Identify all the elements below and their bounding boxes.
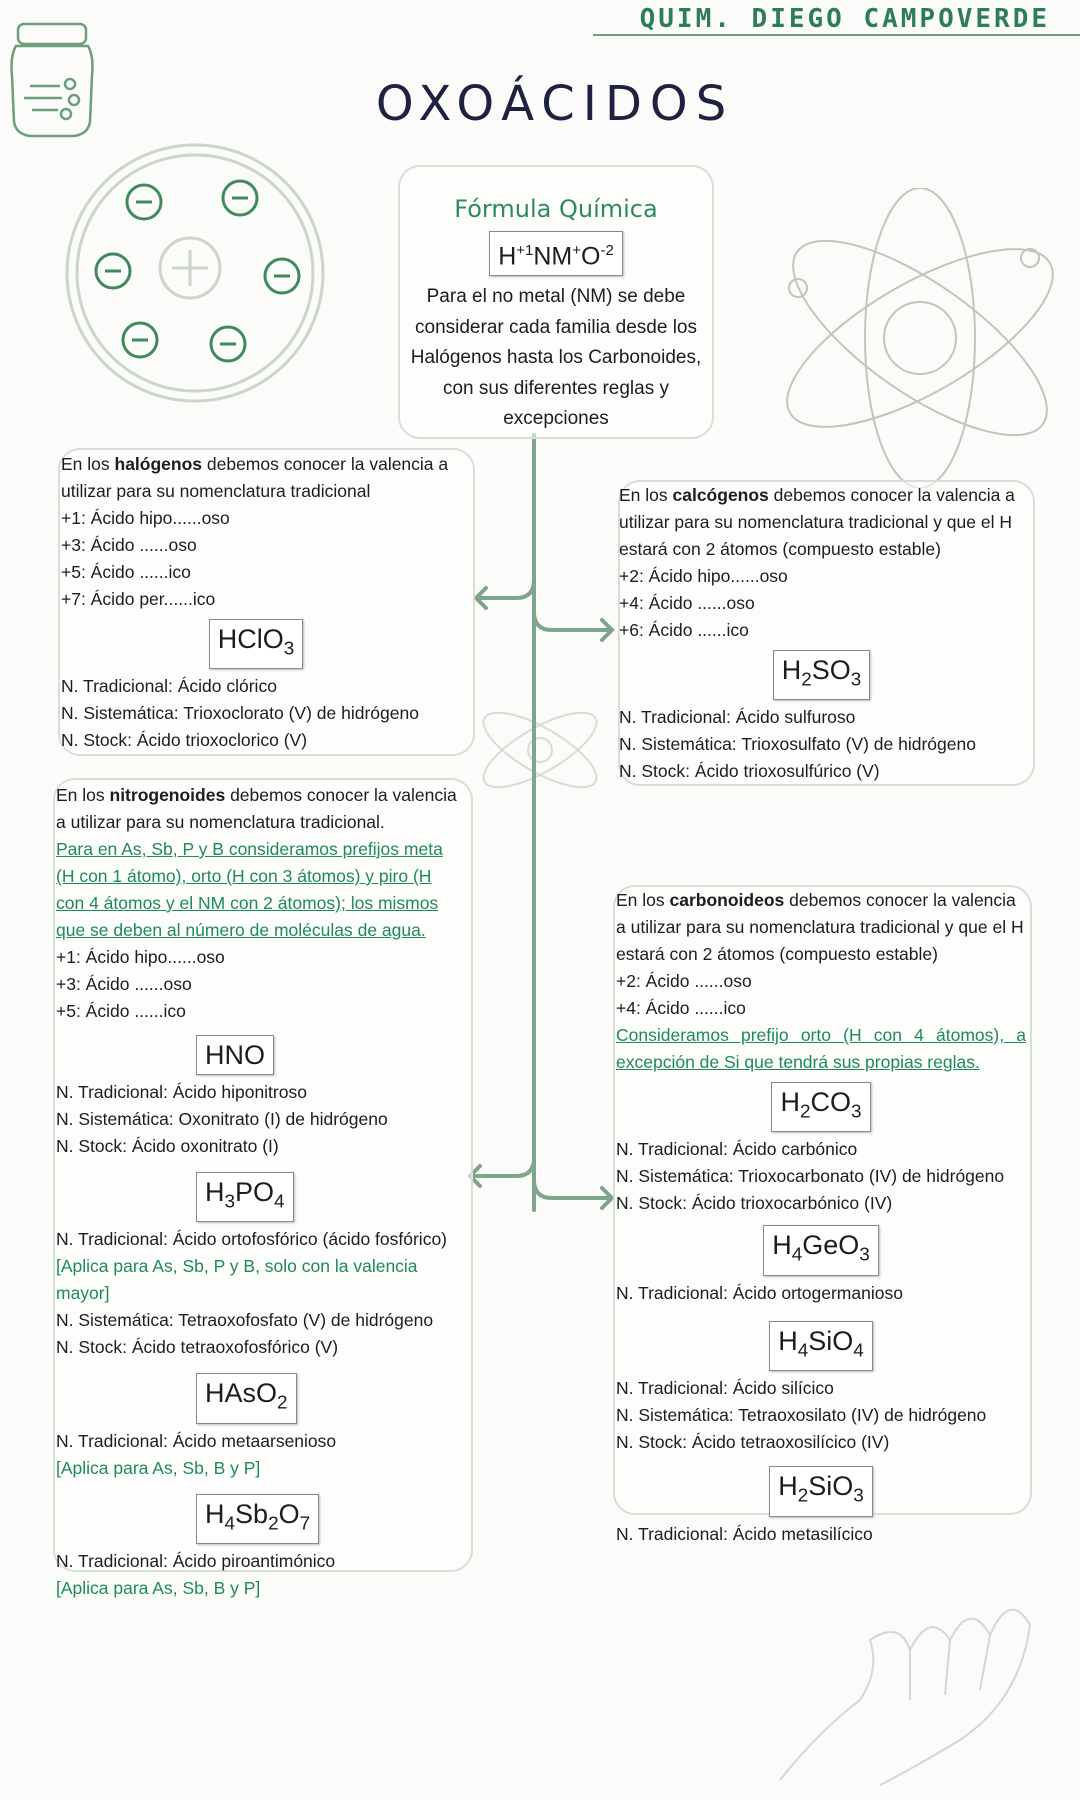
compound-formula: $H_4GeO_3$ [763, 1225, 879, 1275]
author-name: QUIM. DIEGO CAMPOVERDE [639, 4, 1050, 34]
compound-name: N. Tradicional: Ácido silícico [616, 1378, 834, 1399]
nitrogenoides-rule: +5: Ácido ......ico [56, 1001, 186, 1021]
formula-box [398, 165, 714, 439]
calcogenos-name: N. Tradicional: Ácido sulfuroso [619, 707, 856, 728]
compound-note: [Aplica para As, Sb, B y P] [56, 1457, 261, 1478]
compound-name: N. Stock: Ácido oxonitrato (I) [56, 1136, 279, 1156]
compound-name: N. Stock: Ácido tetraoxosilícico (IV) [616, 1432, 890, 1453]
compound-name: N. Tradicional: Ácido ortogermanioso [616, 1282, 903, 1303]
compound-formula: $H_2CO_3$ [771, 1082, 870, 1132]
calcogenos-intro: En los calcógenos debemos conocer la valencia a utilizar para su nomenclatura tradicional y que el H estará con 2 átomos (compuesto estable) [619, 485, 1015, 559]
halogenos-name: N. Sistemática: Trioxoclorato (V) de hidrógeno [61, 703, 419, 724]
calcogenos-rule: +4: Ácido ......oso [619, 593, 755, 613]
page-title: OXOÁCIDOS [375, 76, 735, 132]
compound-name: N. Tradicional: Ácido ortofosfórico (ácido fosfórico) [56, 1229, 447, 1250]
calcogenos-name: N. Stock: Ácido trioxosulfúrico (V) [619, 761, 880, 782]
carbonoideos-note: Consideramos prefijo orto (H con 4 átomos), a excepción de Si que tendrá sus propias reglas. [616, 1025, 1026, 1072]
compound-formula: $H_3PO_4$ [196, 1172, 294, 1222]
calcogenos-name: N. Sistemática: Trioxosulfato (V) de hidrógeno [619, 734, 976, 755]
compound-name: N. Stock: Ácido tetraoxofosfórico (V) [56, 1337, 339, 1358]
halogenos-rule: +7: Ácido per......ico [61, 589, 216, 609]
compound-note: [Aplica para As, Sb, B y P] [56, 1578, 261, 1599]
formula-description: Para el no metal (NM) se debe considerar cada familia desde los Halógenos hasta los Carbonoides, con sus diferentes reglas y excepciones [410, 286, 702, 430]
compound-name: N. Sistemática: Oxonitrato (I) de hidrógeno [56, 1109, 388, 1129]
compound-formula: HAsO$_2$ [196, 1373, 297, 1423]
nitrogenoides-text [56, 782, 466, 1602]
carbonoideos-rule: +4: Ácido ......ico [616, 998, 746, 1018]
halogenos-name: N. Tradicional: Ácido clórico [61, 676, 277, 697]
halogenos-text [61, 451, 451, 754]
calcogenos-rule: +2: Ácido hipo......oso [619, 566, 788, 586]
calcogenos-formula: $H_2SO_3$ [773, 650, 871, 700]
compound-formula: $H_4SiO_4$ [769, 1321, 873, 1371]
nitrogenoides-intro: En los nitrogenoides debemos conocer la valencia a utilizar para su nomenclatura tradicional. [56, 785, 457, 832]
halogenos-rule: +5: Ácido ......ico [61, 562, 191, 582]
compound-name: N. Stock: Ácido trioxocarbónico (IV) [616, 1193, 893, 1214]
compound-name: N. Sistemática: Tetraoxosilato (IV) de hidrógeno [616, 1405, 987, 1426]
carbonoideos-rule: +2: Ácido ......oso [616, 971, 752, 991]
compound-name: N. Tradicional: Ácido carbónico [616, 1139, 858, 1160]
compound-name: N. Tradicional: Ácido piroantimónico [56, 1551, 336, 1572]
compound-name: N. Sistemática: Trioxocarbonato (IV) de hidrógeno [616, 1166, 1005, 1187]
compound-formula: HNO [196, 1035, 274, 1075]
calcogenos-rule: +6: Ácido ......ico [619, 620, 749, 640]
halogenos-intro: En los halógenos debemos conocer la valencia a utilizar para su nomenclatura tradicional [61, 454, 449, 501]
compound-note: [Aplica para As, Sb, P y B, solo con la valencia mayor] [56, 1256, 418, 1304]
compound-name: N. Tradicional: Ácido hiponitroso [56, 1082, 307, 1102]
compound-name: N. Tradicional: Ácido metaarsenioso [56, 1430, 337, 1451]
compound-name: N. Tradicional: Ácido metasilícico [616, 1523, 873, 1544]
calcogenos-text [619, 482, 1024, 785]
carbonoideos-intro: En los carbonoideos debemos conocer la valencia a utilizar para su nomenclatura tradicional y que el H estará con 2 átomos (compuesto estable) [616, 890, 1024, 964]
nitrogenoides-rule: +1: Ácido hipo......oso [56, 947, 225, 967]
formula-heading: Fórmula Química [454, 195, 658, 223]
compound-formula: $H_2SiO_3$ [769, 1466, 873, 1516]
halogenos-name: N. Stock: Ácido trioxoclorico (V) [61, 730, 308, 751]
halogenos-formula: HClO$_3$ [209, 619, 304, 669]
nitrogenoides-rule: +3: Ácido ......oso [56, 974, 192, 994]
general-formula: $H^{+1}NM^+O^{-2}$ [489, 231, 623, 276]
compound-name: N. Sistemática: Tetraoxofosfato (V) de hidrógeno [56, 1310, 434, 1331]
halogenos-rule: +1: Ácido hipo......oso [61, 508, 230, 528]
halogenos-rule: +3: Ácido ......oso [61, 535, 197, 555]
nitrogenoides-note: Para en As, Sb, P y B consideramos prefijos meta (H con 1 átomo), orto (H con 3 átomos) y piro (H con 4 átomos y el NM con 2 átomos); los mismos que se deben al número de moléculas de agua. [56, 839, 443, 940]
compound-formula: $H_4Sb_2O_7$ [196, 1494, 319, 1544]
carbonoideos-text [616, 887, 1026, 1548]
